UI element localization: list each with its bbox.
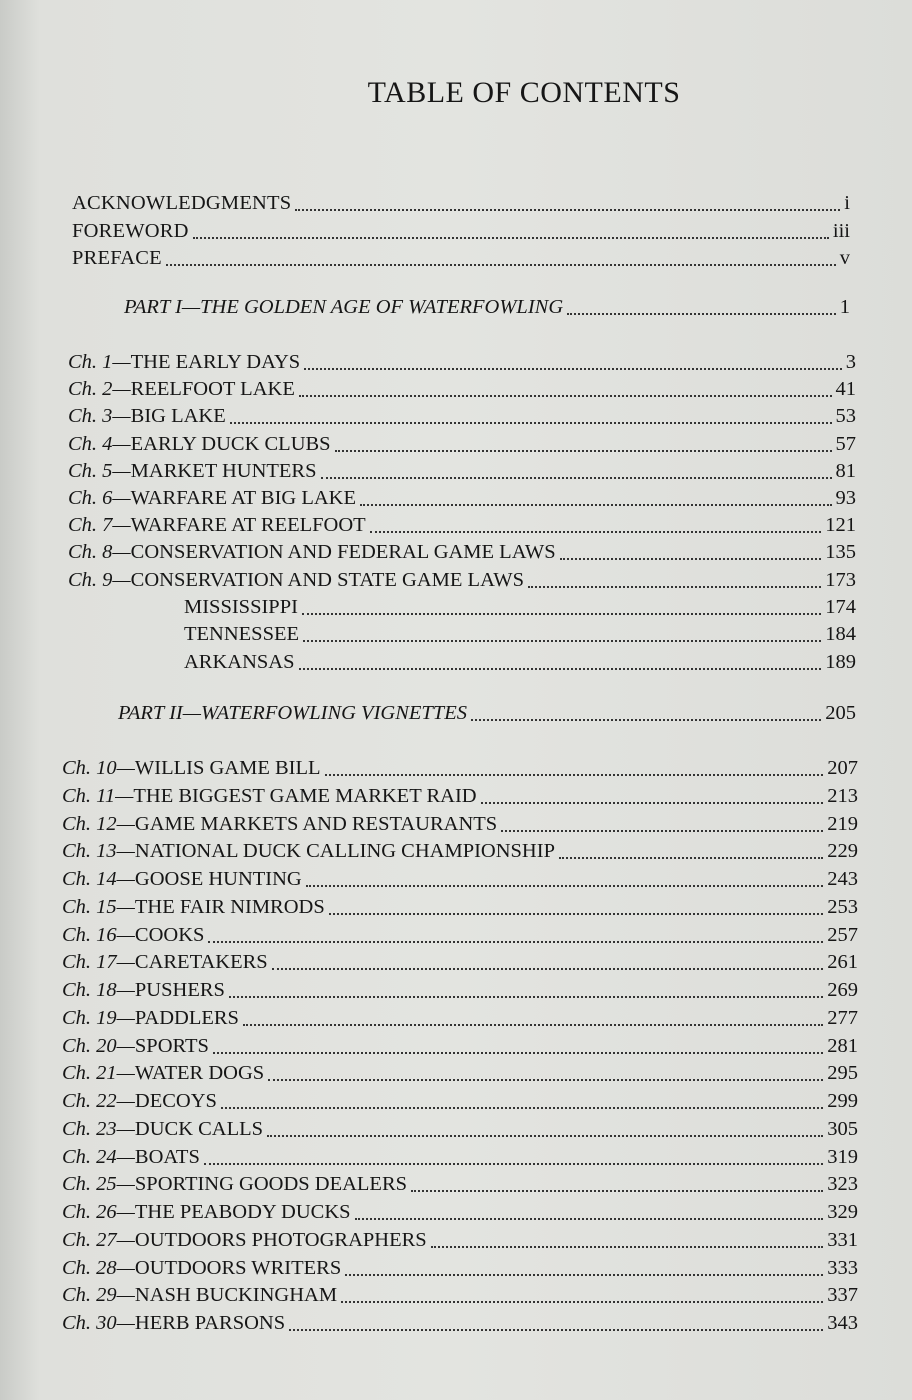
page-number: 331 xyxy=(827,1228,858,1251)
chapter-number: Ch. 1— xyxy=(68,351,131,373)
page-number: 53 xyxy=(835,405,856,428)
page-number: 261 xyxy=(827,951,858,974)
entry-title: PART I—THE GOLDEN AGE OF WATERFOWLING xyxy=(124,296,564,318)
dot-leader xyxy=(299,395,832,397)
page-number: 299 xyxy=(827,1090,858,1112)
toc-chapter-entry xyxy=(62,783,858,810)
chapter-number: Ch. 19— xyxy=(62,1006,135,1029)
toc-chapter-entry xyxy=(62,866,858,893)
toc-chapter-entry xyxy=(62,1144,858,1171)
toc-chapter-entry xyxy=(62,1255,858,1282)
entry-title: EARLY DUCK CLUBS xyxy=(130,432,331,455)
entry-title: MISSISSIPPI xyxy=(184,596,298,618)
entry-title: WARFARE AT REELFOOT xyxy=(130,514,366,537)
toc-part-heading xyxy=(118,700,856,727)
dot-leader xyxy=(306,885,824,887)
entry-title: SPORTING GOODS DEALERS xyxy=(134,1173,408,1196)
page-number: 295 xyxy=(827,1062,858,1085)
toc-front-entry xyxy=(72,190,850,217)
page-number: 184 xyxy=(825,623,856,646)
entry-title: BIG LAKE xyxy=(130,405,226,428)
page-number: 93 xyxy=(835,487,856,509)
dot-leader xyxy=(411,1190,823,1192)
entry-title: NASH BUCKINGHAM xyxy=(134,1284,338,1307)
toc-chapter-entry xyxy=(62,949,858,976)
toc-chapter-entry xyxy=(68,485,856,512)
entry-title: PART II—WATERFOWLING VIGNETTES xyxy=(118,702,467,724)
entry-title: SPORTS xyxy=(134,1034,209,1057)
toc-chapter-entry xyxy=(62,1060,858,1087)
entry-title: MARKET HUNTERS xyxy=(130,459,317,482)
chapter-number: Ch. 18— xyxy=(62,979,135,1001)
toc-subsection-entry xyxy=(184,649,856,676)
dot-leader xyxy=(325,774,824,776)
toc-chapter-entry xyxy=(62,1227,858,1254)
page-number: 305 xyxy=(827,1117,858,1140)
entry-title: CONSERVATION AND STATE GAME LAWS xyxy=(130,568,524,591)
chapter-number: Ch. 14— xyxy=(62,868,135,890)
dot-leader xyxy=(567,313,836,315)
toc-subsection-entry xyxy=(184,621,856,648)
entry-title: WILLIS GAME BILL xyxy=(134,757,321,779)
page-number: 319 xyxy=(827,1145,858,1168)
page-number: v xyxy=(839,247,850,269)
page-number: 81 xyxy=(835,459,856,482)
page-number: 207 xyxy=(827,757,858,779)
entry-title: WATER DOGS xyxy=(134,1062,265,1085)
entry-title: PUSHERS xyxy=(134,979,225,1001)
page-number: 173 xyxy=(825,568,856,591)
chapter-number: Ch. 17— xyxy=(62,951,135,974)
toc-chapter-entry xyxy=(62,1199,858,1226)
chapter-number: Ch. 3— xyxy=(68,405,131,428)
toc-chapter-entry xyxy=(68,403,856,430)
dot-leader xyxy=(341,1301,823,1303)
toc-chapter-entry xyxy=(68,567,856,594)
page-number: 269 xyxy=(827,979,858,1001)
entry-title: REELFOOT LAKE xyxy=(130,378,295,401)
toc-front-entry xyxy=(72,245,850,272)
toc-chapter-entry xyxy=(68,458,856,485)
toc-chapter-entry xyxy=(62,1005,858,1032)
chapter-number: Ch. 20— xyxy=(62,1034,135,1057)
toc-chapter-entry xyxy=(62,1282,858,1309)
entry-title: ACKNOWLEDGMENTS xyxy=(72,192,292,214)
toc-chapter-entry xyxy=(68,512,856,539)
page-number: 135 xyxy=(825,541,856,564)
chapter-number: Ch. 11— xyxy=(62,784,134,807)
chapter-number: Ch. 21— xyxy=(62,1062,135,1085)
chapter-number: Ch. 4— xyxy=(68,432,131,455)
entry-title: TENNESSEE xyxy=(184,623,300,646)
chapter-number: Ch. 30— xyxy=(62,1312,135,1334)
chapter-number: Ch. 2— xyxy=(68,378,131,401)
toc-chapter-entry xyxy=(62,1033,858,1060)
dot-leader xyxy=(229,996,823,998)
dot-leader xyxy=(360,504,832,506)
dot-leader xyxy=(289,1329,823,1331)
page-number: 257 xyxy=(827,923,858,946)
chapter-number: Ch. 26— xyxy=(62,1201,135,1223)
toc-chapter-entry xyxy=(62,755,858,782)
page-number: 121 xyxy=(825,514,856,537)
page-number: 329 xyxy=(827,1201,858,1223)
toc-chapter-entry xyxy=(62,977,858,1004)
page-title: TABLE OF CONTENTS xyxy=(367,76,681,109)
chapter-number: Ch. 13— xyxy=(62,840,135,863)
dot-leader xyxy=(230,422,832,424)
dot-leader xyxy=(243,1024,823,1026)
chapter-number: Ch. 9— xyxy=(68,568,131,591)
dot-leader xyxy=(268,1079,823,1081)
page-number: 323 xyxy=(827,1173,858,1196)
toc-subsection-entry xyxy=(184,594,856,621)
page-number: 57 xyxy=(835,432,856,455)
toc-chapter-entry xyxy=(62,838,858,865)
toc-chapter-entry xyxy=(62,811,858,838)
toc-chapter-entry xyxy=(68,349,856,376)
dot-leader xyxy=(471,719,821,721)
chapter-number: Ch. 5— xyxy=(68,459,131,482)
dot-leader xyxy=(204,1163,823,1165)
entry-title: DECOYS xyxy=(134,1090,217,1112)
toc-chapter-entry xyxy=(62,1088,858,1115)
dot-leader xyxy=(431,1246,824,1248)
entry-title: PADDLERS xyxy=(134,1006,239,1029)
toc-part-heading xyxy=(124,294,850,321)
page-number: 219 xyxy=(827,812,858,835)
toc-front-entry xyxy=(72,218,850,245)
dot-leader xyxy=(321,477,832,479)
dot-leader xyxy=(166,264,836,266)
toc-chapter-entry xyxy=(62,922,858,949)
chapter-number: Ch. 27— xyxy=(62,1228,135,1251)
dot-leader xyxy=(272,968,824,970)
toc-chapter-entry xyxy=(62,894,858,921)
page-number: 243 xyxy=(827,868,858,890)
entry-title: COOKS xyxy=(134,923,205,946)
entry-title: GOOSE HUNTING xyxy=(134,868,302,890)
entry-title: NATIONAL DUCK CALLING CHAMPIONSHIP xyxy=(134,840,555,863)
dot-leader xyxy=(299,668,822,670)
entry-title: THE BIGGEST GAME MARKET RAID xyxy=(133,784,477,807)
chapter-number: Ch. 15— xyxy=(62,895,135,918)
dot-leader xyxy=(345,1274,823,1276)
page-number: 41 xyxy=(835,378,856,401)
toc-chapter-entry xyxy=(68,431,856,458)
dot-leader xyxy=(329,913,824,915)
dot-leader xyxy=(370,531,822,533)
page-number: 213 xyxy=(827,784,858,807)
dot-leader xyxy=(560,558,822,560)
chapter-number: Ch. 6— xyxy=(68,487,131,509)
chapter-number: Ch. 10— xyxy=(62,757,135,779)
page-number: 343 xyxy=(827,1312,858,1334)
dot-leader xyxy=(304,368,842,370)
page-number: 253 xyxy=(827,895,858,918)
entry-title: CARETAKERS xyxy=(134,951,268,974)
toc-chapter-entry xyxy=(68,376,856,403)
page-number: iii xyxy=(832,220,850,242)
dot-leader xyxy=(221,1107,823,1109)
page-number: 3 xyxy=(845,351,856,373)
page-number: 1 xyxy=(839,296,850,318)
toc-chapter-entry xyxy=(62,1310,858,1337)
entry-title: CONSERVATION AND FEDERAL GAME LAWS xyxy=(130,541,556,564)
entry-title: PREFACE xyxy=(72,247,162,269)
page-number: i xyxy=(844,192,850,214)
chapter-number: Ch. 22— xyxy=(62,1090,135,1112)
chapter-number: Ch. 29— xyxy=(62,1284,135,1307)
dot-leader xyxy=(355,1218,824,1220)
dot-leader xyxy=(213,1052,823,1054)
chapter-number: Ch. 23— xyxy=(62,1117,135,1140)
entry-title: HERB PARSONS xyxy=(134,1312,286,1334)
dot-leader xyxy=(208,941,823,943)
page-number: 333 xyxy=(827,1256,858,1279)
page-number: 205 xyxy=(825,702,856,724)
chapter-number: Ch. 28— xyxy=(62,1256,135,1279)
entry-title: BOATS xyxy=(134,1145,200,1168)
entry-title: FOREWORD xyxy=(72,220,189,242)
entry-title: ARKANSAS xyxy=(184,650,295,673)
page-number: 277 xyxy=(827,1006,858,1029)
entry-title: THE PEABODY DUCKS xyxy=(134,1201,351,1223)
dot-leader xyxy=(335,450,832,452)
page-number: 174 xyxy=(825,596,856,618)
dot-leader xyxy=(559,857,823,859)
toc-chapter-entry xyxy=(68,539,856,566)
dot-leader xyxy=(481,802,824,804)
chapter-number: Ch. 24— xyxy=(62,1145,135,1168)
entry-title: GAME MARKETS AND RESTAURANTS xyxy=(134,812,498,835)
toc-chapter-entry xyxy=(62,1116,858,1143)
dot-leader xyxy=(528,586,821,588)
chapter-number: Ch. 12— xyxy=(62,812,135,835)
dot-leader xyxy=(303,640,821,642)
page-number: 337 xyxy=(827,1284,858,1307)
entry-title: OUTDOORS WRITERS xyxy=(134,1256,342,1279)
entry-title: OUTDOORS PHOTOGRAPHERS xyxy=(134,1228,427,1251)
chapter-number: Ch. 8— xyxy=(68,541,131,564)
entry-title: WARFARE AT BIG LAKE xyxy=(130,487,356,509)
dot-leader xyxy=(193,237,829,239)
entry-title: THE EARLY DAYS xyxy=(130,351,301,373)
page-number: 189 xyxy=(825,650,856,673)
entry-title: THE FAIR NIMRODS xyxy=(134,895,325,918)
chapter-number: Ch. 25— xyxy=(62,1173,135,1196)
chapter-number: Ch. 16— xyxy=(62,923,135,946)
dot-leader xyxy=(501,830,823,832)
page-number: 281 xyxy=(827,1034,858,1057)
toc-chapter-entry xyxy=(62,1171,858,1198)
chapter-number: Ch. 7— xyxy=(68,514,131,537)
page-number: 229 xyxy=(827,840,858,863)
entry-title: DUCK CALLS xyxy=(134,1117,264,1140)
dot-leader xyxy=(302,613,821,615)
dot-leader xyxy=(267,1135,823,1137)
dot-leader xyxy=(295,209,840,211)
